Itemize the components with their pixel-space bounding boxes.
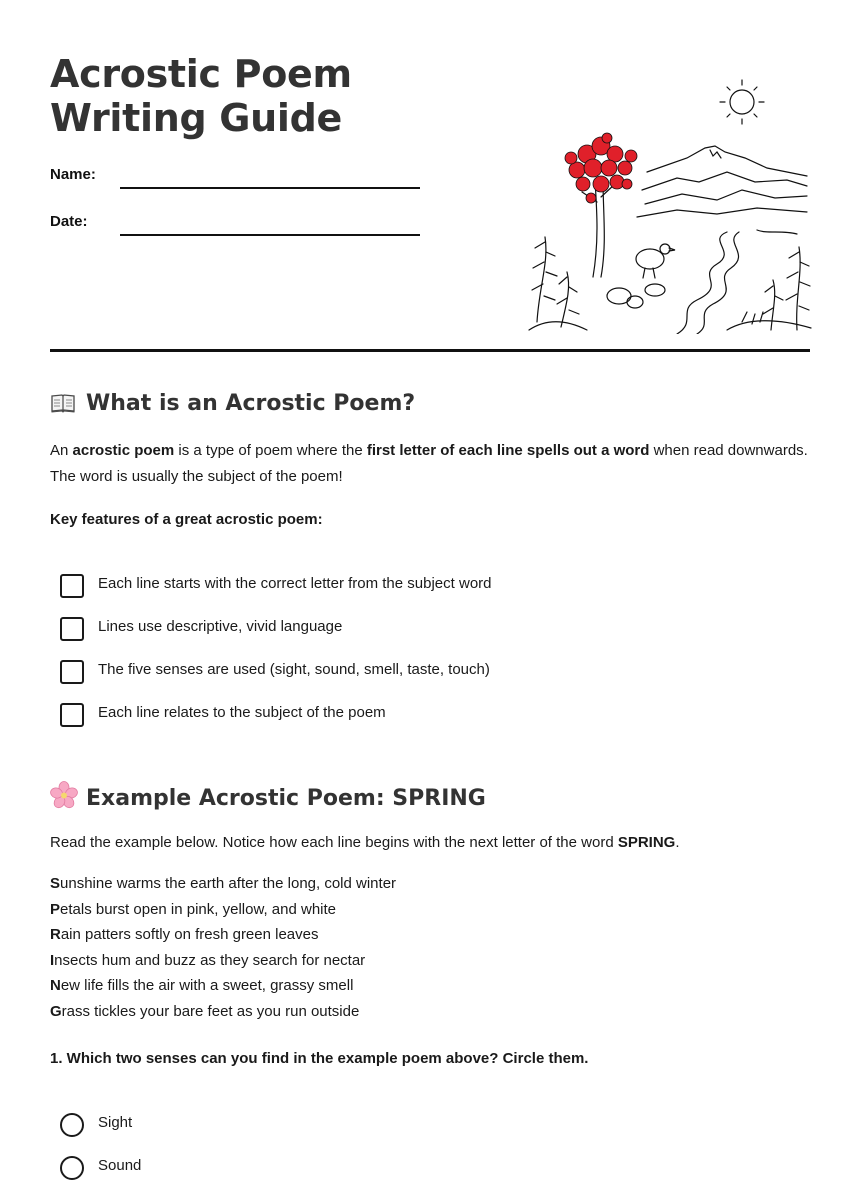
bird-icon — [636, 244, 675, 278]
book-icon — [50, 392, 78, 422]
intro-text-e: when read downwards. The word is usually the subject of the poem! — [50, 442, 808, 485]
poem-line-text: rass tickles your bare feet as you run outside — [61, 1002, 360, 1020]
example-poem — [50, 871, 396, 1025]
section-heading-what-is — [50, 390, 415, 422]
definition-paragraph — [50, 438, 810, 490]
question-1: 1. Which two senses can you find in the example poem above? Circle them. — [50, 1050, 589, 1067]
poem-line — [50, 922, 396, 948]
poem-initial: R — [50, 926, 61, 944]
section-heading-example — [50, 781, 486, 817]
checklist-item-label: Each line relates to the subject of the poem — [98, 704, 386, 721]
page-title: Acrostic Poem Writing Guide — [50, 52, 352, 140]
poem-line — [50, 897, 396, 923]
name-input-line[interactable] — [120, 187, 420, 189]
intro-emphasis: first letter of each line spells out a word — [366, 442, 650, 459]
checkbox[interactable] — [60, 574, 84, 598]
sun-icon — [720, 80, 764, 124]
poem-initial: P — [50, 900, 61, 918]
poem-line-text: ain patters softly on fresh green leaves — [60, 926, 319, 944]
section-heading-text: What is an Acrostic Poem? — [86, 391, 416, 416]
header-divider — [50, 349, 810, 352]
poem-line — [50, 948, 396, 974]
intro-text-a: An — [50, 442, 73, 459]
radio-option-label: Sound — [98, 1157, 142, 1174]
poem-line-text: ew life fills the air with a sweet, grassy smell — [60, 977, 354, 995]
spring-landscape-illustration — [527, 72, 812, 334]
poem-line — [50, 999, 396, 1025]
checklist-item-label: Lines use descriptive, vivid language — [98, 618, 343, 635]
date-input-line[interactable] — [120, 234, 420, 236]
checklist-item-label: Each line starts with the correct letter from the subject word — [98, 575, 492, 592]
checkbox[interactable] — [60, 617, 84, 641]
poem-initial: N — [50, 977, 61, 995]
poem-initial: G — [50, 1002, 62, 1020]
radio-circle[interactable] — [60, 1113, 84, 1137]
instruction-period: . — [675, 834, 680, 851]
intro-text-c: is a type of poem where the — [174, 442, 367, 459]
poem-line — [50, 973, 396, 999]
poem-initial: I — [50, 951, 55, 969]
poem-initial: S — [50, 875, 61, 892]
name-label: Name: — [50, 166, 96, 183]
example-instruction — [50, 830, 810, 856]
instruction-keyword: SPRING — [617, 834, 676, 851]
section-heading-text: Example Acrostic Poem: SPRING — [86, 786, 486, 811]
poem-line-text: nsects hum and buzz as they search for nectar — [54, 951, 366, 969]
date-label: Date: — [50, 213, 88, 230]
poem-line-text: etals burst open in pink, yellow, and white — [60, 900, 337, 918]
instruction-text: Read the example below. Notice how each line begins with the next letter of the word — [50, 834, 618, 851]
checklist-item-label: The five senses are used (sight, sound, smell, taste, touch) — [98, 661, 490, 678]
radio-option-label: Sight — [98, 1114, 133, 1131]
poem-line-text: unshine warms the earth after the long, cold winter — [60, 875, 397, 892]
cherry-blossom-icon — [50, 781, 78, 817]
intro-term: acrostic poem — [72, 442, 175, 459]
checkbox[interactable] — [60, 660, 84, 684]
red-blossom-cluster — [565, 133, 637, 203]
checkbox[interactable] — [60, 703, 84, 727]
poem-line — [50, 871, 396, 897]
radio-circle[interactable] — [60, 1156, 84, 1180]
features-label: Key features of a great acrostic poem: — [50, 511, 323, 528]
